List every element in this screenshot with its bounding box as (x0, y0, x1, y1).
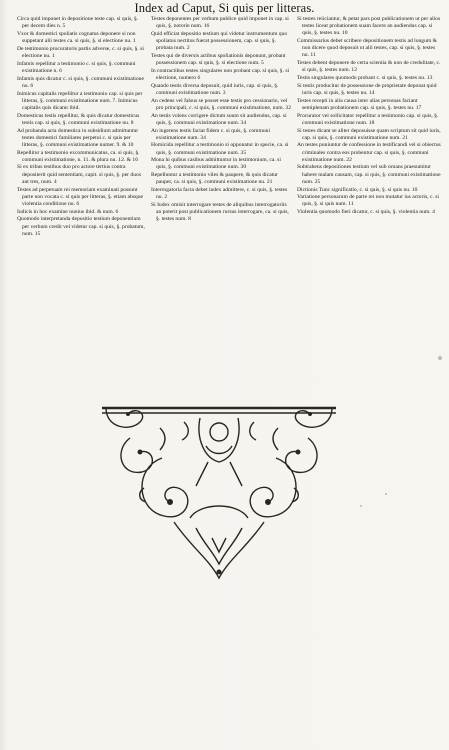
index-entry: In contractibus testes singulares non probant cap. si quis, §. si electione, numero 6 (151, 67, 290, 82)
index-entry: Repellitur a testimonio excommunicatus, ca. si quis, §. communi existimatione, n. 11. & plura nu. 12. & 16 (17, 149, 140, 163)
index-entry: Quid efficiat depositio testium qui videtur instrumentum quo spoliatus nectitus fuerat possessionem, cap. si quis, §. probata num. 2 (151, 30, 288, 52)
index-entry: Iudicis in hoc examine nunius ibid. & num. 6 (17, 208, 119, 215)
index-entry: Inimicus capitalis repellitur a testimonio cap. si quis per litteras, §. communi existimatione num. 7. Inimicus capitalis quis dicatur ibid. (17, 90, 143, 111)
index-entry: Homicida repellitur a testimonio si opponatur in specie, ca. si quis, §. communi existimatione num. 35 (151, 142, 289, 156)
decorative-ornament-icon (100, 398, 338, 580)
index-entry: Vxor & domestici spoliatis cognatus deponere si non suppetant alii testes ca. si quis, §. si electione nu. 1 (17, 30, 136, 45)
index-entry: Subtrahens depositiones testium vel sub ornans praesumitur habere malam causam, cap. si quis, §. communi existimatione num. 25 (297, 164, 441, 185)
index-entry: Infamis repellitur a testimonio c. si quis, §. communi existimatione n. 6 (17, 60, 136, 74)
index-entry: Si ex tribus testibus duo pro actore tertius contra depositerit quid sententiam, capit. si quis, §. per duos aut tres, num. 4 (17, 164, 142, 185)
page-title: Index ad Caput, Si quis per litteras. (134, 1, 315, 15)
index-entry: Testes deponentes per verbum publice quid imponet in cap. si quis, §. notorie num. 16 (151, 16, 289, 30)
index-column-2 (151, 16, 291, 238)
index-entry: Si Iudex omisit interrogare testes de aliquibus interrogatoriis an poterit post publicationem rursus interrogare, ca. si quis, §. testes num. 8 (151, 202, 289, 223)
index-entry: Domesticus testis repellitur, & quis dicatur domesticus testis cap. si quis, §. communi existimatione nu. 8 (17, 112, 140, 126)
index-entry: De testimonio procuratoris partis adverse, c. si quis, §. si electione nu. 1 (17, 45, 144, 59)
index-entry: Violentia quomodo fieri dicatur, c. si quis, §. violentia num. 4 (297, 209, 435, 216)
index-entry: Quando testis diversa deposuit, quid iuris, cap. si quis, §. communi existimatione num. 3 (151, 82, 279, 96)
index-entry: Si testes dicant se aliter deposuisse quam scriptum sit quid iuris, cap. si quis, §. communi existimatione num. 21 (297, 127, 441, 141)
index-entry: Circa quid imponet in depositione teste cap. si quis, §. per decem dies n. 5 (17, 16, 139, 30)
index-entry: An cedens vel falsus se posset esse testis pro cessionario, vel pro principali, c. si quis, §. communi existimatione, num. 32 (151, 97, 292, 111)
index-entry: Testes recepti in alia causa inter alias personas faciant semiplenam probationem cap. si quis, §. testes nu. 17 (297, 97, 422, 111)
index-entry: Commissarius debet scribere depositionem testis ad longum & non dicere quod deposuit ut alii testes, cap. si quis, §. testes nu. 11 (297, 38, 437, 59)
index-entry: Mona hi quibus casibus admittuntur in testimonium, ca. si quis, §. communi existimatione num. 30 (151, 157, 281, 171)
index-entry: An ingerens testis faciat fidem c. si quis, §. communi existimatione num. 34 (151, 127, 270, 141)
index-entry: Procurator vel sollicitator repellitur a testimonio cap. si quis, §. communi existimatione num. 18 (297, 112, 439, 126)
index-columns (17, 16, 441, 238)
index-entry: Quomodo interpretanda depositio testium deponentium per verbum credit vel videtur cap. si quis, §. probatum, num. 15 (17, 216, 145, 237)
index-entry: Testis singulares quomodo probant c. si quis, §. testes nu. 13 (297, 75, 433, 82)
index-entry: Testes ad perpetuam rei memoriam examinati possunt parte non vocata c. si quis per litteras, §. etiam absque violentia conditione nu. 6 (17, 186, 144, 207)
index-entry: Si testis producitur de possessione de proprietate deponat quid iuris cap. si quis, §. testes nu. 14 (297, 82, 437, 96)
index-column-3 (297, 16, 443, 238)
index-entry: Testes debent deponere de certa scientia & non de credulitate, c. si quis, §. testes num. 12 (297, 60, 441, 74)
index-entry: Repelluntur a testimonio viles & paupere, & quis dicatur pauper, ca. si quis, §. communi existimatione nu. 21 (151, 172, 278, 186)
index-entry: Dictionis Tunc significatio, c. si quis, §. si quis nu. 10 (297, 186, 418, 193)
index-entry: Interrogatoria facta debet index admittere, c. si quis, §. testes nu. 2 (151, 187, 288, 201)
index-entry: Ad probanda acta domestica in subsidium admittuntur testes domestici familiares perpetui c. si quis per litteras, §. communi existimatione numer. 9. & 10 (17, 127, 139, 148)
index-entry: Infamis quis dicatur c. si quis, §. communi existimatione nu. 6 (17, 75, 144, 89)
index-column-1 (17, 16, 145, 238)
index-entry: Variatione personarum de parte rei non mutatur ius actoris, c. si quis, §. si quis num. 11 (297, 194, 439, 208)
index-entry: Testes qui de diversis actibus spoliationis deponunt, probant possessionem cap. si quis, §. si electione num. 5 (151, 52, 286, 67)
index-entry: An testes puniuntur de confessione in testificandi vel si obiectus criminales contra eos probentur cap. si quis, §. communi existimatione num. 22 (297, 142, 441, 163)
index-entry: Si testes reiiciantur, & petat pars post publicationem ut per alios testes liceat probationem suam facere an audiendus cap. si quis, §. testes nu. 10 (297, 16, 441, 37)
index-entry: An testis volens corrigere dictum suum sit audiendus, cap. si quis, §. communi existimatione num. 34 (151, 112, 287, 126)
